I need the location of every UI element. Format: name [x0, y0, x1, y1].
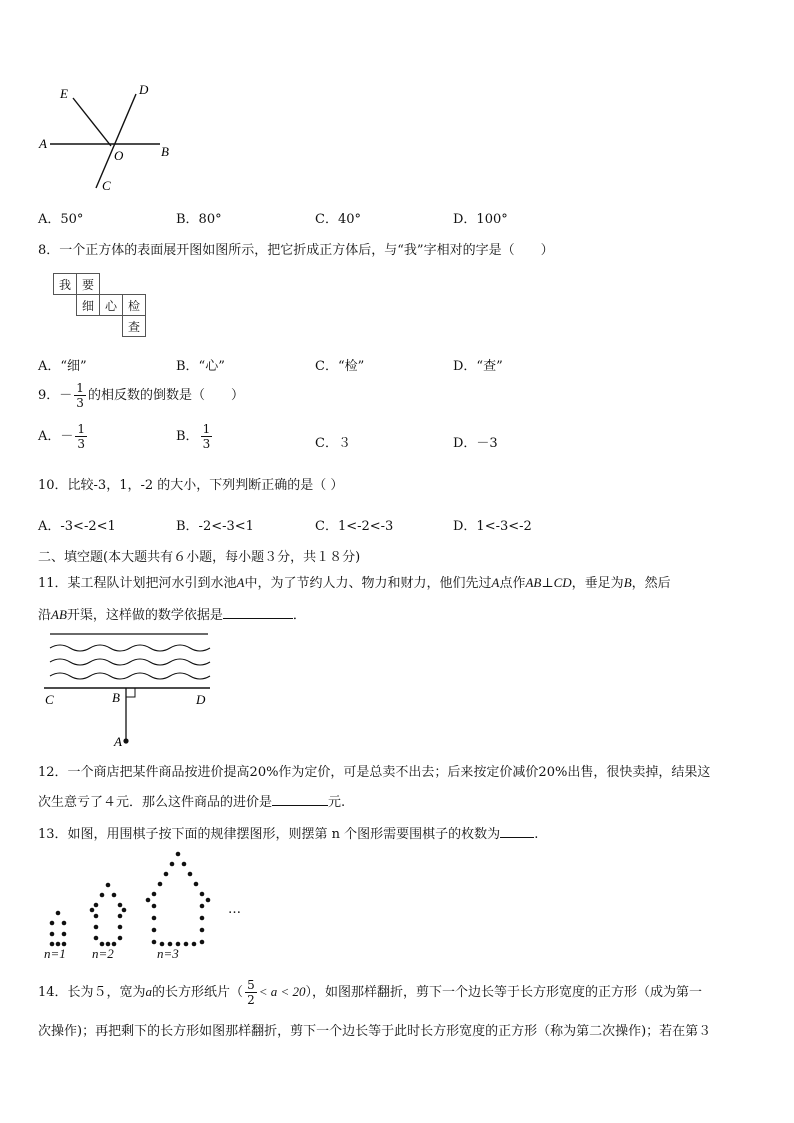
q8-question: 8．一个正方体的表面展开图如图所示，把它折成正方体后，与“我”字相对的字是（ ） [38, 243, 554, 258]
go-stone [194, 882, 199, 887]
perp-symbol: ⊥ [541, 576, 554, 591]
text: 的长方形纸片（ [152, 985, 244, 1000]
go-stone [50, 921, 55, 926]
go-stone [94, 903, 99, 908]
go-stone [56, 911, 61, 916]
text: 元. [328, 795, 346, 810]
text: . [534, 827, 539, 842]
label-e: E [60, 86, 68, 101]
go-stone [152, 940, 157, 945]
q10-option-b: B．-2<-3<1 [176, 519, 254, 534]
go-stone [200, 940, 205, 945]
q8-option-b: B．“心” [176, 359, 225, 374]
net-cell: 查 [123, 316, 146, 337]
q13-question [38, 823, 538, 842]
go-stone [200, 928, 205, 933]
minus-sign: － [59, 388, 73, 403]
var-b: B [623, 575, 632, 590]
label-a: A [114, 734, 122, 749]
go-stone [118, 914, 123, 919]
go-stone [62, 921, 67, 926]
text: 11．某工程队计划把河水引到水池 [38, 576, 237, 591]
go-stone [200, 904, 205, 909]
go-stone [106, 883, 111, 888]
ellipsis: … [228, 902, 241, 917]
q11-line1 [38, 572, 671, 591]
numerator: 5 [247, 978, 255, 992]
go-stone [122, 908, 127, 913]
q8-option-d: D．“查” [453, 359, 503, 374]
q14-line1 [38, 978, 702, 1007]
net-cell: 要 [77, 274, 100, 295]
option-letter: A． [38, 429, 61, 444]
answer-blank[interactable] [500, 825, 534, 838]
answer-blank[interactable] [272, 793, 328, 806]
q10-option-a: A．-3<-2<1 [38, 519, 116, 534]
go-stone [164, 872, 169, 877]
label-a: A [39, 136, 47, 151]
q14-line2: 次操作)；再把剩下的长方形如图那样翻折，剪下一个边长等于此时长方形宽度的正方形（称为第二次操作)；若在第３ [38, 1024, 712, 1039]
var-a: A [236, 575, 245, 590]
go-stone [94, 914, 99, 919]
q8-option-a: A．“细” [38, 359, 87, 374]
text: ），如图那样翻折，剪下一个边长等于长方形宽度的正方形（成为第一 [305, 985, 703, 1000]
var-a: A [491, 575, 500, 590]
go-stone [50, 932, 55, 937]
fraction [201, 422, 213, 451]
q9-option-a [38, 422, 89, 451]
go-stone [176, 852, 181, 857]
q9-suffix: 的相反数的倒数是（ ） [87, 388, 244, 403]
text: ，垂足为 [571, 576, 624, 591]
q7-option-c: C．40° [315, 212, 361, 227]
var-cd: CD [553, 575, 572, 590]
q10-option-c: C．1<-2<-3 [315, 519, 394, 534]
go-stone [118, 903, 123, 908]
text: ，然后 [631, 576, 671, 591]
go-stone [152, 904, 157, 909]
text: 沿 [38, 608, 52, 623]
var-ab: AB [525, 575, 542, 590]
caption-n2: n=2 [92, 946, 114, 961]
numerator: 1 [77, 422, 86, 436]
q9-question [38, 381, 244, 410]
fraction-five-halves [245, 978, 257, 1007]
fraction [75, 422, 87, 451]
go-stone [170, 862, 175, 867]
go-stone [184, 942, 189, 947]
q7-option-b: B．80° [176, 212, 222, 227]
go-stone [94, 936, 99, 941]
text: ． [292, 608, 306, 623]
label-c: C [45, 692, 54, 707]
line-cd [96, 94, 136, 188]
go-stone [152, 916, 157, 921]
denominator: 3 [76, 396, 84, 410]
go-stone [152, 892, 157, 897]
q7-angle-figure [38, 80, 188, 195]
go-stone [118, 936, 123, 941]
q12-line2 [38, 791, 345, 810]
text: 次生意亏了４元．那么这件商品的进价是 [38, 795, 273, 810]
go-stone [94, 925, 99, 930]
label-d: D [139, 82, 149, 97]
go-stone [188, 872, 193, 877]
q9-option-d: D．－3 [453, 436, 498, 451]
denominator: 3 [77, 437, 86, 451]
q8-option-c: C．“检” [315, 359, 365, 374]
net-cell: 细 [77, 295, 100, 316]
fraction-one-third [74, 381, 86, 410]
go-stone [62, 932, 67, 937]
go-stone [100, 893, 105, 898]
net-cell: 我 [54, 274, 77, 295]
q9-option-b [176, 422, 214, 451]
caption-n1: n=1 [44, 946, 66, 961]
label-c: C [102, 178, 111, 193]
go-stone [200, 892, 205, 897]
text: 开渠，这样做的数学依据是 [66, 608, 223, 623]
q10-option-d: D．1<-3<-2 [453, 519, 532, 534]
q7-option-d: D．100° [453, 212, 508, 227]
go-stone [200, 916, 205, 921]
go-stone [192, 942, 197, 947]
go-stone [146, 898, 151, 903]
go-stone [206, 898, 211, 903]
net-cell: 心 [100, 295, 123, 316]
var-a: a [145, 984, 153, 999]
denominator: 3 [202, 437, 211, 451]
q9-option-c: C．３ [315, 436, 351, 451]
point-a [123, 738, 128, 743]
right-angle-mark [126, 688, 135, 697]
q11-line2 [38, 604, 306, 623]
denominator: 2 [247, 993, 255, 1007]
caption-n3: n=3 [157, 946, 179, 961]
go-stone [158, 882, 163, 887]
label-b: B [112, 690, 120, 705]
go-stone [182, 862, 187, 867]
inequality: < a < 20 [258, 984, 306, 999]
text: 中，为了节约人力、物力和财力，他们先过 [244, 576, 492, 591]
minus-sign: － [60, 429, 74, 444]
text: 13．如图，用围棋子按下面的规律摆图形，则摆第 n 个图形需要围棋子的枚数为 [38, 827, 501, 842]
go-stone [90, 908, 95, 913]
q10-question: 10．比较-3，1，-2 的大小，下列判断正确的是（ ） [38, 478, 344, 493]
ray-oe [73, 98, 111, 146]
text: 点作 [499, 576, 526, 591]
go-stone [152, 928, 157, 933]
text: 14．长为５，宽为 [38, 985, 146, 1000]
option-letter: B． [176, 429, 199, 444]
numerator: 1 [76, 381, 84, 395]
q11-river-figure [40, 630, 220, 750]
numerator: 1 [202, 422, 211, 436]
go-stone [118, 925, 123, 930]
cube-net [53, 273, 146, 337]
section-heading: 二、填空题(本大题共有６小题，每小题３分，共１８分) [38, 550, 361, 565]
var-ab: AB [51, 607, 67, 622]
label-d: D [196, 692, 206, 707]
answer-blank[interactable] [223, 606, 293, 619]
label-o: O [114, 148, 124, 163]
net-cell: 检 [123, 295, 146, 316]
go-stone [112, 893, 117, 898]
q7-option-a: A．50° [38, 212, 84, 227]
q9-number: 9． [38, 388, 60, 403]
label-b: B [161, 144, 169, 159]
q12-line1: 12．一个商店把某件商品按进价提高20%作为定价，可是总卖不出去；后来按定价减价20%出售，很快卖掉，结果这 [38, 765, 711, 780]
go-stones-figure [38, 850, 258, 965]
